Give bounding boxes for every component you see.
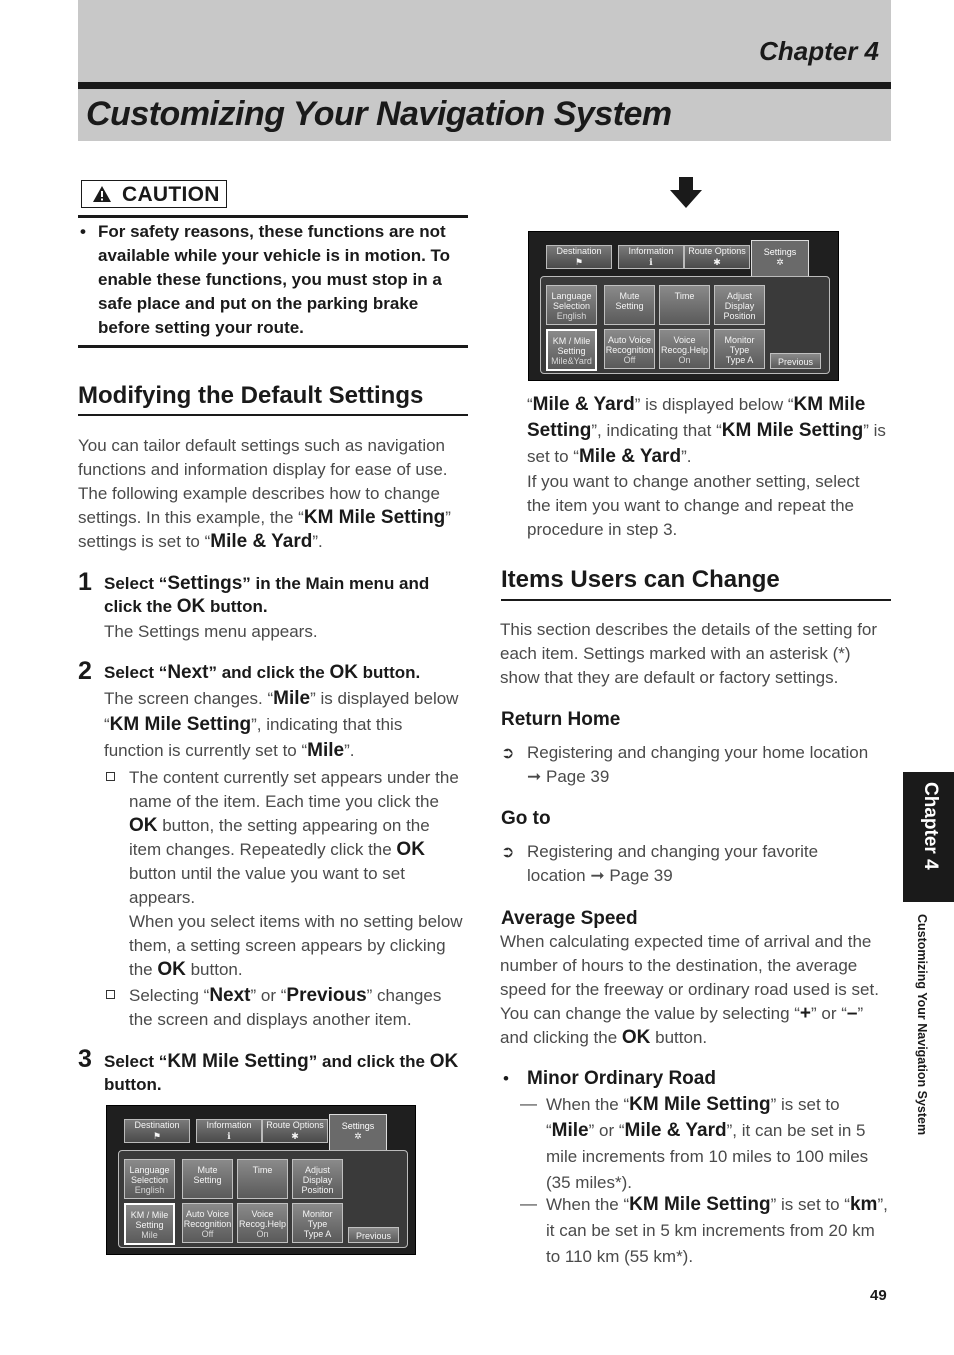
result-paragraph: “Mile & Yard” is displayed below “KM Mile Setting”, indicating that “KM Mile Setting” is set to “Mile & Yard”. [527,394,886,467]
monitor-type-button: Monitor Type Type A [714,329,765,369]
tab-information: Information ℹ [196,1119,262,1143]
repeat-paragraph: If you want to change another setting, select the item you want to change and repeat the procedure in step 3. [527,472,860,539]
page-ref-arrow-icon: ➞ [590,866,605,885]
average-speed-title: Average Speed [501,908,638,929]
voice-recog-help-button: Voice Recog.Help On [659,329,710,369]
minor-road-desc-2: When the “KM Mile Setting” is set to “km”, it can be set in 5 km increments from 20 km to 110 km (55 km*). [546,1194,888,1266]
step-2-note-1: The content currently set appears under the name of the item. Each time you click the OK button, the setting appearing on the item changes. Repeatedly click the OK button until the value you want to set appears. When you select items with no setting below them, a setting screen appears by clicking the OK button. [129,768,463,980]
go-to-title: Go to [501,808,551,829]
language-selection-button: Language Selection English [124,1159,175,1199]
caution-body: For safety reasons, these functions are not available while your vehicle is in motion. To enable these functions, you must stop in a safe place and put on the parking brake before setting your route. [98,222,451,337]
time-button: Time [237,1159,288,1199]
hook-arrow-icon: ➲ [501,844,515,861]
warning-triangle-icon [92,185,112,203]
items-intro: This section describes the details of the setting for each item. Settings marked with an asterisk (*) show that they are default or factory settings. [500,620,878,687]
caution-text [78,220,468,340]
step-2-note-2: Selecting “Next” or “Previous” changes the screen and displays another item. [129,985,442,1029]
auto-voice-recognition-button: Auto Voice Recognition Off [182,1203,233,1243]
go-to-text: Registering and changing your favorite location ➞ Page 39 [527,842,819,885]
caution-rule-bottom [78,345,468,348]
step-2-body: The screen changes. “Mile” is displayed below “KM Mile Setting”, indicating that this function is currently set to “Mile”. [104,688,459,761]
km-mile-setting-button: KM / Mile Setting Mile [124,1203,175,1245]
previous-button: Previous [348,1227,399,1243]
dash-bullet: — [520,1194,537,1213]
caution-label-box [81,180,227,208]
monitor-type-button: Monitor Type Type A [292,1203,343,1243]
language-selection-button: Language Selection English [546,285,597,325]
average-speed-text: When calculating expected time of arrival and the number of hours to the destination, the average speed for the freeway or ordinary road used is set. You can change the value by selecting “+” or “–” and clicking the OK button. [500,932,879,1048]
tab-route-options: Route Options ✱ [262,1119,328,1143]
tab-route-options: Route Options ✱ [684,245,750,269]
minor-road-desc-1: When the “KM Mile Setting” is set to “Mile” or “Mile & Yard”, it can be set in 5 mile increments from 10 miles to 100 miles (35 miles*). [546,1094,869,1192]
hook-arrow-icon: ➲ [501,745,515,762]
square-bullet-icon [106,772,115,781]
side-tab-title: Customizing Your Navigation System [915,914,929,1136]
page-ref-arrow-icon: ➞ [527,767,542,786]
tab-information: Information ℹ [618,245,684,269]
mute-setting-button: Mute Setting [604,285,655,325]
adjust-display-position-button: Adjust Display Position [292,1159,343,1199]
page-number: 49 [870,1287,887,1304]
tab-settings: Settings ✲ [751,240,809,276]
step-1-heading: Select “Settings” in the Main menu and click the OK button. [104,573,430,617]
down-arrow-icon [669,177,703,209]
square-bullet-icon [106,990,115,999]
caution-label: CAUTION [122,183,220,206]
step-3-heading: Select “KM Mile Setting” and click the OK button. [104,1051,459,1094]
intro-paragraph: You can tailor default settings such as navigation functions and information display for ease of use. The following example describes how to change settings. In this example, the “KM Mile Setting” settings is set to “Mile & Yard”. [78,436,451,552]
step-1-body: The Settings menu appears. [104,622,318,641]
chapter-label: Chapter 4 [759,36,879,66]
return-home-title: Return Home [501,709,621,730]
step-number-1: 1 [78,568,92,596]
section-rule [501,599,891,601]
step-number-3: 3 [78,1045,92,1073]
section-heading-modifying: Modifying the Default Settings [78,382,424,409]
tab-destination: Destination ⚑ [546,245,612,269]
section-rule [78,414,468,416]
time-button: Time [659,285,710,325]
previous-button: Previous [770,353,821,369]
voice-recog-help-button: Voice Recog.Help On [237,1203,288,1243]
auto-voice-recognition-button: Auto Voice Recognition Off [604,329,655,369]
minor-road-title: Minor Ordinary Road [527,1068,716,1089]
return-home-text: Registering and changing your home location ➞ Page 39 [527,743,869,786]
dash-bullet: — [520,1094,537,1113]
side-tab-chapter: Chapter 4 [920,782,941,870]
caution-rule-top [78,215,468,218]
settings-screen-mile [106,1105,416,1255]
page-title: Customizing Your Navigation System [86,95,672,133]
tab-destination: Destination ⚑ [124,1119,190,1143]
km-mile-setting-button: KM / Mile Setting Mile&Yard [546,329,597,371]
adjust-display-position-button: Adjust Display Position [714,285,765,325]
bullet-dot: • [80,222,86,241]
section-heading-items: Items Users can Change [501,566,780,593]
tab-settings: Settings ✲ [329,1114,387,1150]
bullet-dot: • [503,1069,509,1088]
settings-screen-mile-yard [528,231,839,381]
header-rule [78,82,891,89]
mute-setting-button: Mute Setting [182,1159,233,1199]
step-number-2: 2 [78,657,92,685]
step-2-heading: Select “Next” and click the OK button. [104,662,421,683]
